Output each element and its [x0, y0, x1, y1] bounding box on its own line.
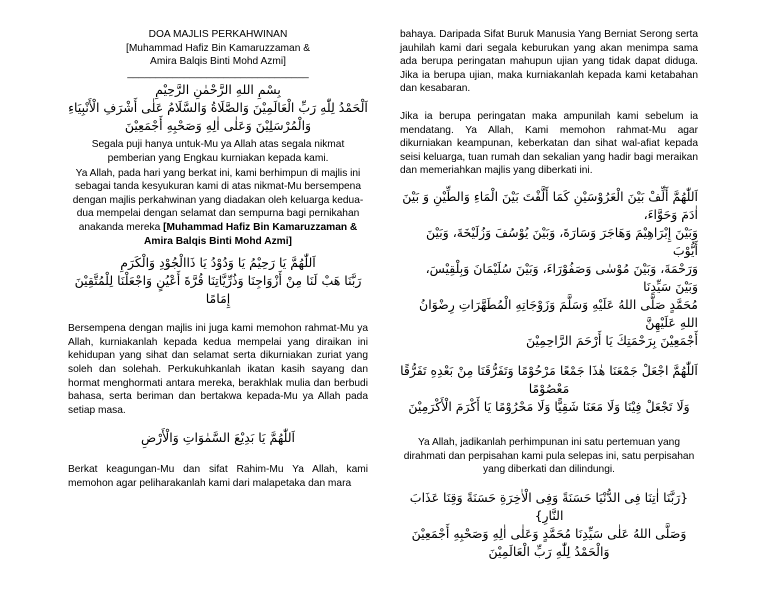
gathering-text: Ya Allah, pada hari yang berkat ini, kami berhimpun di majlis ini sebagai tanda kesyukuran kami di atas nikmat-Mu bersempena dengan majlis perkahwinan yang diadakan oleh keluarga kedua-dua mempelai dengan selamat dan sempurna bagi pernikahan anakanda mereka — [72, 167, 364, 233]
arabic-line: اَللّٰهُمَّ يَا بَدِيْعَ السَّمٰوَاتِ وَالْأَرْضِ — [141, 430, 295, 446]
protection-paragraph: Berkat keagungan-Mu dan sifat Rahim-Mu Ya Allah, kami memohon agar peliharakanlah kami dari malapetaka dan mara — [68, 464, 368, 489]
arabic-line: وَالْمُرْسَلِيْنَ وَعَلٰى اٰلِهِ وَصَحْبِهِ أَجْمَعِيْنَ — [124, 118, 312, 134]
arabic-line: وَلَا تَجْعَلْ فِيْنَا وَلَا مَعَنَا شَقِيًّا وَلَا مَحْرُوْمًا يَا أَكْرَمَ الْأَكْرَمِيْنَ — [408, 398, 690, 414]
blessing-paragraph: Bersempena dengan majlis ini juga kami memohon rahmat-Mu ya Allah, kurniakanlah kepada kedua mempelai yang diraikan ini kehidupan yang sihat dan selamat serta dikurniakan zuriat yang soleh dan solehah. Perkukuhkanlah ikatan kasih sayang dan hormat menghormati antara mereka, berakhlak mulia dan berbudi bahasa, serta beriman dan bertakwa kepada-Mu ya Allah pada setiap masa. — [68, 323, 368, 416]
arabic-gathering-prayer — [400, 362, 698, 416]
arabic-line: مُحَمَّدٍ صَلَّى اللهُ عَلَيْهِ وَسَلَّمَ وَزَوْجَاتِهِ الْمُطَهَّرَاتِ رِضْوَانُ اللهِ عَلَيْهِنَّ — [419, 296, 698, 330]
title-block — [68, 28, 368, 80]
arabic-line: اَللّٰهُمَّ اجْعَلْ جَمْعَنَا هٰذَا جَمْعًا مَرْحُوْمًا وَتَفَرُّقَنَا مِنْ بَعْدِهِ تَفَرُّقًا مَعْصُوْمًا — [400, 362, 698, 396]
arabic-line: وَبَيْنَ إِبْرَاهِيْمَ وَهَاجَرَ وَسَارَةَ، وَبَيْنَ يُوْسُفَ وَزُلَيْخَةَ، وَبَيْنَ أَيُّوْبَ — [425, 224, 698, 258]
arabic-line: أَجْمَعِيْنَ بِرَحْمَتِكَ يَا أَرْحَمَ الرَّاحِمِيْنَ — [525, 332, 698, 348]
arabic-line: {رَبَّنَا اٰتِنَا فِى الدُّنْيَا حَسَنَةً وَفِى الْاٰخِرَةِ حَسَنَةً وَقِنَا عَذَابَ النَّارِ} — [409, 489, 689, 523]
gathering-paragraph — [68, 167, 368, 249]
arabic-closing — [400, 489, 698, 561]
left-column — [68, 0, 368, 490]
arabic-line: رَبَّنَا هَبْ لَنَا مِنْ أَزْوَاجِنَا وَذُرِّيَّاتِنَا قُرَّةَ أَعْيُنٍ وَاجْعَلْنَا لِلْمُتَّقِيْنَ إِمَامًا — [74, 273, 362, 307]
couple-names-bold: [Muhammad Hafiz Bin Kamaruzzaman & Amira Balqis Binti Mohd Azmi] — [144, 221, 358, 247]
page-title: DOA MAJLIS PERKAHWINAN — [148, 29, 288, 40]
arabic-supplication — [68, 254, 368, 308]
praise-paragraph: Segala puji hanya untuk-Mu ya Allah atas segala nikmat pemberian yang Engkau kurniakan kepada kami. — [91, 139, 345, 164]
arabic-line: وَصَلَّى اللهُ عَلٰى سَيِّدِنَا مُحَمَّدٍ وَعَلٰى اٰلِهِ وَصَحْبِهِ أَجْمَعِيْنَ — [411, 525, 687, 541]
parting-paragraph: Ya Allah, jadikanlah perhimpunan ini satu pertemuan yang dirahmati dan perpisahan kami pula selepas ini, satu perpisahan yang diberkati dan dilindungi. — [403, 436, 695, 476]
protection-paragraph-continued: bahaya. Daripada Sifat Buruk Manusia Yang Berniat Serong serta jauhilah kami dari segala keburukan yang akan menimpa sama ada berupa peringatan mahupun ujian yang tidak dapat diduga. Jika ia berupa ujian, maka kurniakanlah kepada kami ketabahan dan kesabaran. — [400, 29, 698, 95]
arabic-line: اَلْحَمْدُ لِلّٰهِ رَبِّ الْعَالَمِيْنَ وَالصَّلَاةُ وَالسَّلَامُ عَلٰى أَشْرَفِ الْأَنْبِيَاءِ — [68, 100, 368, 116]
arabic-line: بِسْمِ اللهِ الرَّحْمٰنِ الرَّحِيْمِ — [155, 82, 281, 98]
arabic-union-prayer — [400, 188, 698, 350]
arabic-line: وَرَحْمَةَ، وَبَيْنَ مُوْسٰى وَصَفُوْرَاءَ، وَبَيْنَ سُلَيْمَانَ وَبِلْقِيْسَ، وَبَيْنَ سَيِّدِنَا — [425, 260, 698, 294]
couple-names-line1: [Muhammad Hafiz Bin Kamaruzzaman & — [125, 42, 310, 54]
arabic-line: وَالْحَمْدُ لِلّٰهِ رَبِّ الْعَالَمِيْنَ — [488, 543, 610, 559]
arabic-opening — [68, 81, 368, 135]
arabic-line: اَللّٰهُمَّ يَا رَحِيْمُ يَا وَدُوْدُ يَا ذَاالْجُوْدِ وَالْكَرَمِ — [120, 255, 316, 271]
divider-rule: ________________________________ — [127, 67, 309, 79]
arabic-line: اَللّٰهُمَّ أَلِّفْ بَيْنَ الْعَرُوْسَيْنِ كَمَا أَلَّفْتَ بَيْنَ الْمَاءِ وَالطِّيْنِ وَ بَيْنَ اٰدَمَ وَحَوَّاءَ، — [402, 188, 698, 222]
right-column — [400, 0, 698, 561]
forgiveness-paragraph: Jika ia berupa peringatan maka ampunilah kami sebelum ia mendatang. Ya Allah, Kami memohon rahmat-Mu agar dikurniakan keampunan, keberkatan dan sihat wal-afiat kepada seisi keluarga, tuan rumah dan sekalian yang hadir bagi meraikan dan memeriahkan majlis yang diberkati ini. — [400, 110, 698, 177]
couple-names-line2: Amira Balqis Binti Mohd Azmi] — [150, 56, 286, 68]
